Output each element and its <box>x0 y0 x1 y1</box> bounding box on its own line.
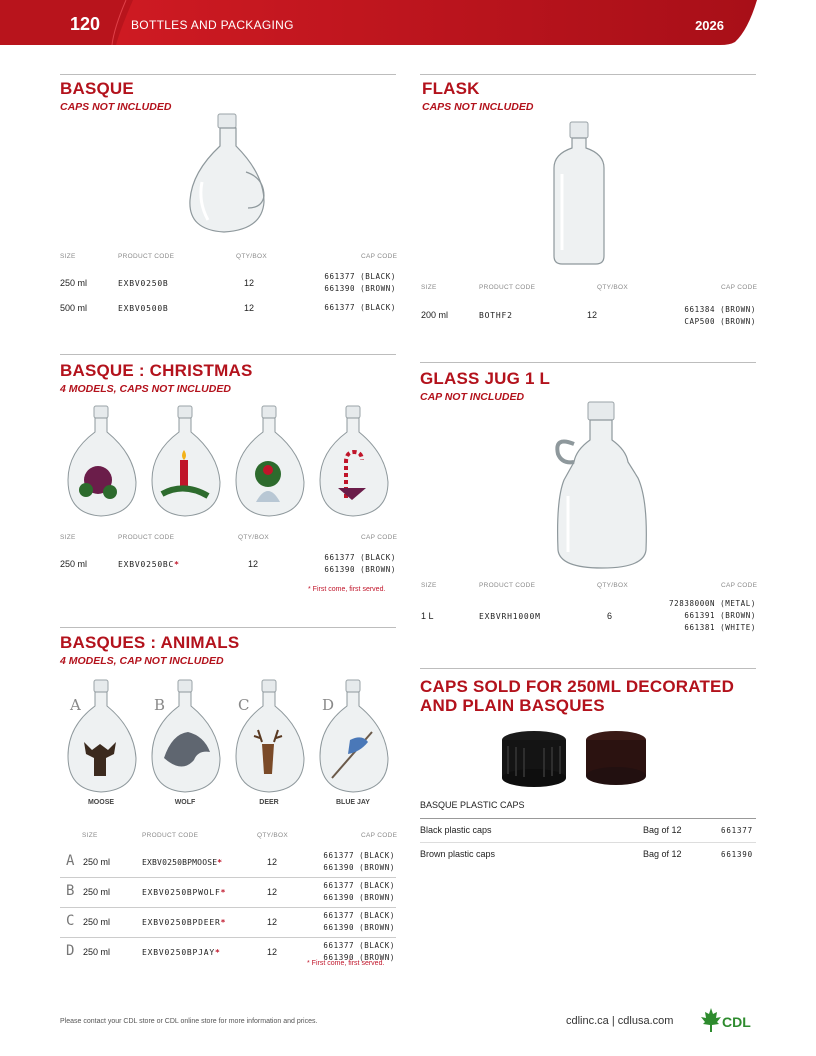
col-head-cap: CAP CODE <box>721 582 758 589</box>
row-qty: 12 <box>248 559 259 569</box>
section-title: BASQUES : ANIMALS <box>60 633 240 652</box>
section-divider <box>420 668 756 669</box>
row-product-code: EXBVRH1000M <box>479 612 541 621</box>
code-text: EXBV0250BPJAY <box>142 948 216 957</box>
cap-item-name: Black plastic caps <box>420 825 492 835</box>
christmas-bottles-image <box>60 404 396 520</box>
col-head-code: PRODUCT CODE <box>118 534 175 541</box>
row-size: 250 ml <box>83 857 111 867</box>
col-head-qty: QTY/BOX <box>238 534 269 541</box>
star-mark: * <box>217 858 223 867</box>
blue-jay-bottle <box>320 680 388 792</box>
row-divider <box>60 907 396 908</box>
row-model-letter: D <box>66 943 75 959</box>
moose-bottle <box>68 680 136 792</box>
black-cap <box>502 731 566 787</box>
cap-item-pack: Bag of 12 <box>643 849 682 859</box>
row-divider <box>60 877 396 878</box>
row-cap-code: 661377 (BLACK) 661390 (BROWN) <box>323 881 395 902</box>
section-divider <box>420 74 756 75</box>
availability-note: * First come, first served. <box>308 586 386 593</box>
row-qty: 12 <box>267 857 278 867</box>
basque-section <box>60 79 171 113</box>
section-name: BOTTLES AND PACKAGING <box>131 18 294 32</box>
row-qty: 12 <box>244 303 255 313</box>
row-qty: 12 <box>244 278 255 288</box>
row-cap-code: 661377 (BLACK) 661390 (BROWN) <box>324 553 396 574</box>
section-title: CAPS SOLD FOR 250ML DECORATED AND PLAIN BASQUES <box>420 677 735 715</box>
code-text: EXBV0250BPMOOSE <box>142 858 218 867</box>
row-model-letter: B <box>66 883 75 899</box>
row-cap-code: 661377 (BLACK) 661390 (BROWN) <box>323 851 395 872</box>
section-divider <box>420 362 756 363</box>
row-qty: 12 <box>267 887 278 897</box>
row-model-letter: C <box>66 913 75 929</box>
footer-contact-note: Please contact your CDL store or CDL online store for more information and prices. <box>60 1018 318 1025</box>
model-letter: D <box>322 696 335 714</box>
col-head-code: PRODUCT CODE <box>479 284 536 291</box>
row-size: 250 ml <box>83 917 111 927</box>
cap-item-code: 661377 <box>721 826 753 835</box>
wolf-bottle <box>152 680 220 792</box>
row-cap-code: 661377 (BLACK) 661390 (BROWN) <box>323 941 395 962</box>
row-size: 250 ml <box>60 559 88 569</box>
col-head-qty: QTY/BOX <box>236 253 267 260</box>
section-subtitle: 4 MODELS, CAP NOT INCLUDED <box>60 655 224 667</box>
col-head-cap: CAP CODE <box>361 832 398 839</box>
caps-section <box>420 677 756 715</box>
cap-item-code: 661390 <box>721 850 753 859</box>
flask-bottle-image <box>548 120 608 268</box>
flask-section <box>422 79 533 113</box>
row-qty: 12 <box>267 917 278 927</box>
col-head-cap: CAP CODE <box>721 284 758 291</box>
maple-leaf-icon <box>700 1007 722 1033</box>
candle-bottle <box>152 406 220 516</box>
jug-section <box>420 369 550 403</box>
poinsettia-bottle <box>68 406 136 516</box>
section-divider <box>60 627 396 628</box>
col-head-code: PRODUCT CODE <box>118 253 175 260</box>
row-cap-code: 661377 (BLACK) 661390 (BROWN) <box>323 911 395 932</box>
cdl-logo: CDL <box>722 1014 751 1030</box>
footer-website-links[interactable]: cdlinc.ca | cdlusa.com <box>566 1015 674 1027</box>
row-product-code <box>142 948 221 957</box>
section-subtitle: CAPS NOT INCLUDED <box>60 101 172 113</box>
col-head-size: SIZE <box>421 582 437 589</box>
caps-table-rule <box>420 818 756 819</box>
page-header <box>0 0 816 52</box>
row-cap-code: 661384 (BROWN) CAP500 (BROWN) <box>684 305 756 326</box>
star-mark: * <box>220 918 227 927</box>
page-number: 120 <box>70 14 101 34</box>
row-size: 200 ml <box>421 310 449 320</box>
col-head-cap: CAP CODE <box>361 253 398 260</box>
row-divider <box>60 937 396 938</box>
row-model-letter: A <box>66 853 75 869</box>
row-cap-code: 661377 (BLACK) <box>324 303 396 312</box>
section-title: BASQUE : CHRISTMAS <box>60 361 253 380</box>
model-label: DEER <box>259 799 279 806</box>
row-cap-code: 661377 (BLACK) 661390 (BROWN) <box>324 272 396 293</box>
candy-cane-bottle <box>320 406 388 516</box>
row-product-code <box>142 918 226 927</box>
bells-bottle <box>236 406 304 516</box>
model-label: MOOSE <box>87 799 115 806</box>
row-cap-code: 72838000N (METAL) 661391 (BROWN) 661381 (WHITE) <box>669 599 756 632</box>
col-head-qty: QTY/BOX <box>597 582 628 589</box>
row-size: 1 L <box>421 611 434 621</box>
section-divider <box>60 354 396 355</box>
star-mark: * <box>174 560 180 569</box>
section-divider <box>60 74 396 75</box>
row-product-code <box>142 888 226 897</box>
model-label: WOLF <box>174 799 196 806</box>
row-product-code: BOTHF2 <box>479 311 513 320</box>
row-product-code <box>142 858 222 867</box>
col-head-cap: CAP CODE <box>361 534 398 541</box>
col-head-code: PRODUCT CODE <box>479 582 536 589</box>
brown-cap <box>586 731 646 785</box>
plastic-caps-image <box>498 726 658 788</box>
row-qty: 6 <box>607 611 613 621</box>
col-head-size: SIZE <box>421 284 437 291</box>
col-head-qty: QTY/BOX <box>597 284 628 291</box>
code-text: EXBV0250BC <box>118 560 175 569</box>
star-mark: * <box>215 948 221 957</box>
star-mark: * <box>220 888 227 897</box>
section-subtitle: 4 MODELS, CAPS NOT INCLUDED <box>60 383 231 395</box>
model-label: BLUE JAY <box>336 799 370 806</box>
row-size: 250 ml <box>83 947 111 957</box>
col-head-code: PRODUCT CODE <box>142 832 199 839</box>
row-qty: 12 <box>587 310 598 320</box>
animals-section <box>60 633 239 667</box>
model-letter: C <box>238 696 250 714</box>
row-product-code: EXBV0500B <box>118 304 169 313</box>
section-title: BASQUE <box>60 79 134 98</box>
col-head-qty: QTY/BOX <box>257 832 288 839</box>
header-band <box>0 0 816 52</box>
model-letter: B <box>154 696 166 714</box>
row-size: 250 ml <box>83 887 111 897</box>
row-product-code <box>118 560 180 569</box>
row-size: 250 ml <box>60 278 88 288</box>
row-product-code: EXBV0250B <box>118 279 169 288</box>
col-head-size: SIZE <box>60 253 76 260</box>
cap-item-pack: Bag of 12 <box>643 825 682 835</box>
model-letter: A <box>70 696 81 714</box>
availability-note: * First come, first served. <box>307 960 385 967</box>
animal-bottles-image <box>60 678 396 796</box>
code-text: EXBV0250BPWOLF <box>142 888 221 897</box>
section-subtitle: CAPS NOT INCLUDED <box>422 101 534 113</box>
col-head-size: SIZE <box>60 534 76 541</box>
code-text: EXBV0250BPDEER <box>142 918 221 927</box>
deer-bottle <box>236 680 304 792</box>
jug-bottle-image <box>552 400 652 572</box>
basque-bottle-image <box>180 112 272 236</box>
section-subtitle: CAP NOT INCLUDED <box>420 391 525 403</box>
cap-item-name: Brown plastic caps <box>420 849 496 859</box>
section-title: GLASS JUG 1 L <box>420 369 551 388</box>
section-title: FLASK <box>422 79 480 98</box>
row-size: 500 ml <box>60 303 88 313</box>
row-qty: 12 <box>267 947 278 957</box>
christmas-section <box>60 361 253 395</box>
caps-table-heading: BASQUE PLASTIC CAPS <box>420 800 525 810</box>
col-head-size: SIZE <box>82 832 98 839</box>
caps-row-rule <box>420 842 756 843</box>
catalog-year: 2026 <box>695 18 724 33</box>
